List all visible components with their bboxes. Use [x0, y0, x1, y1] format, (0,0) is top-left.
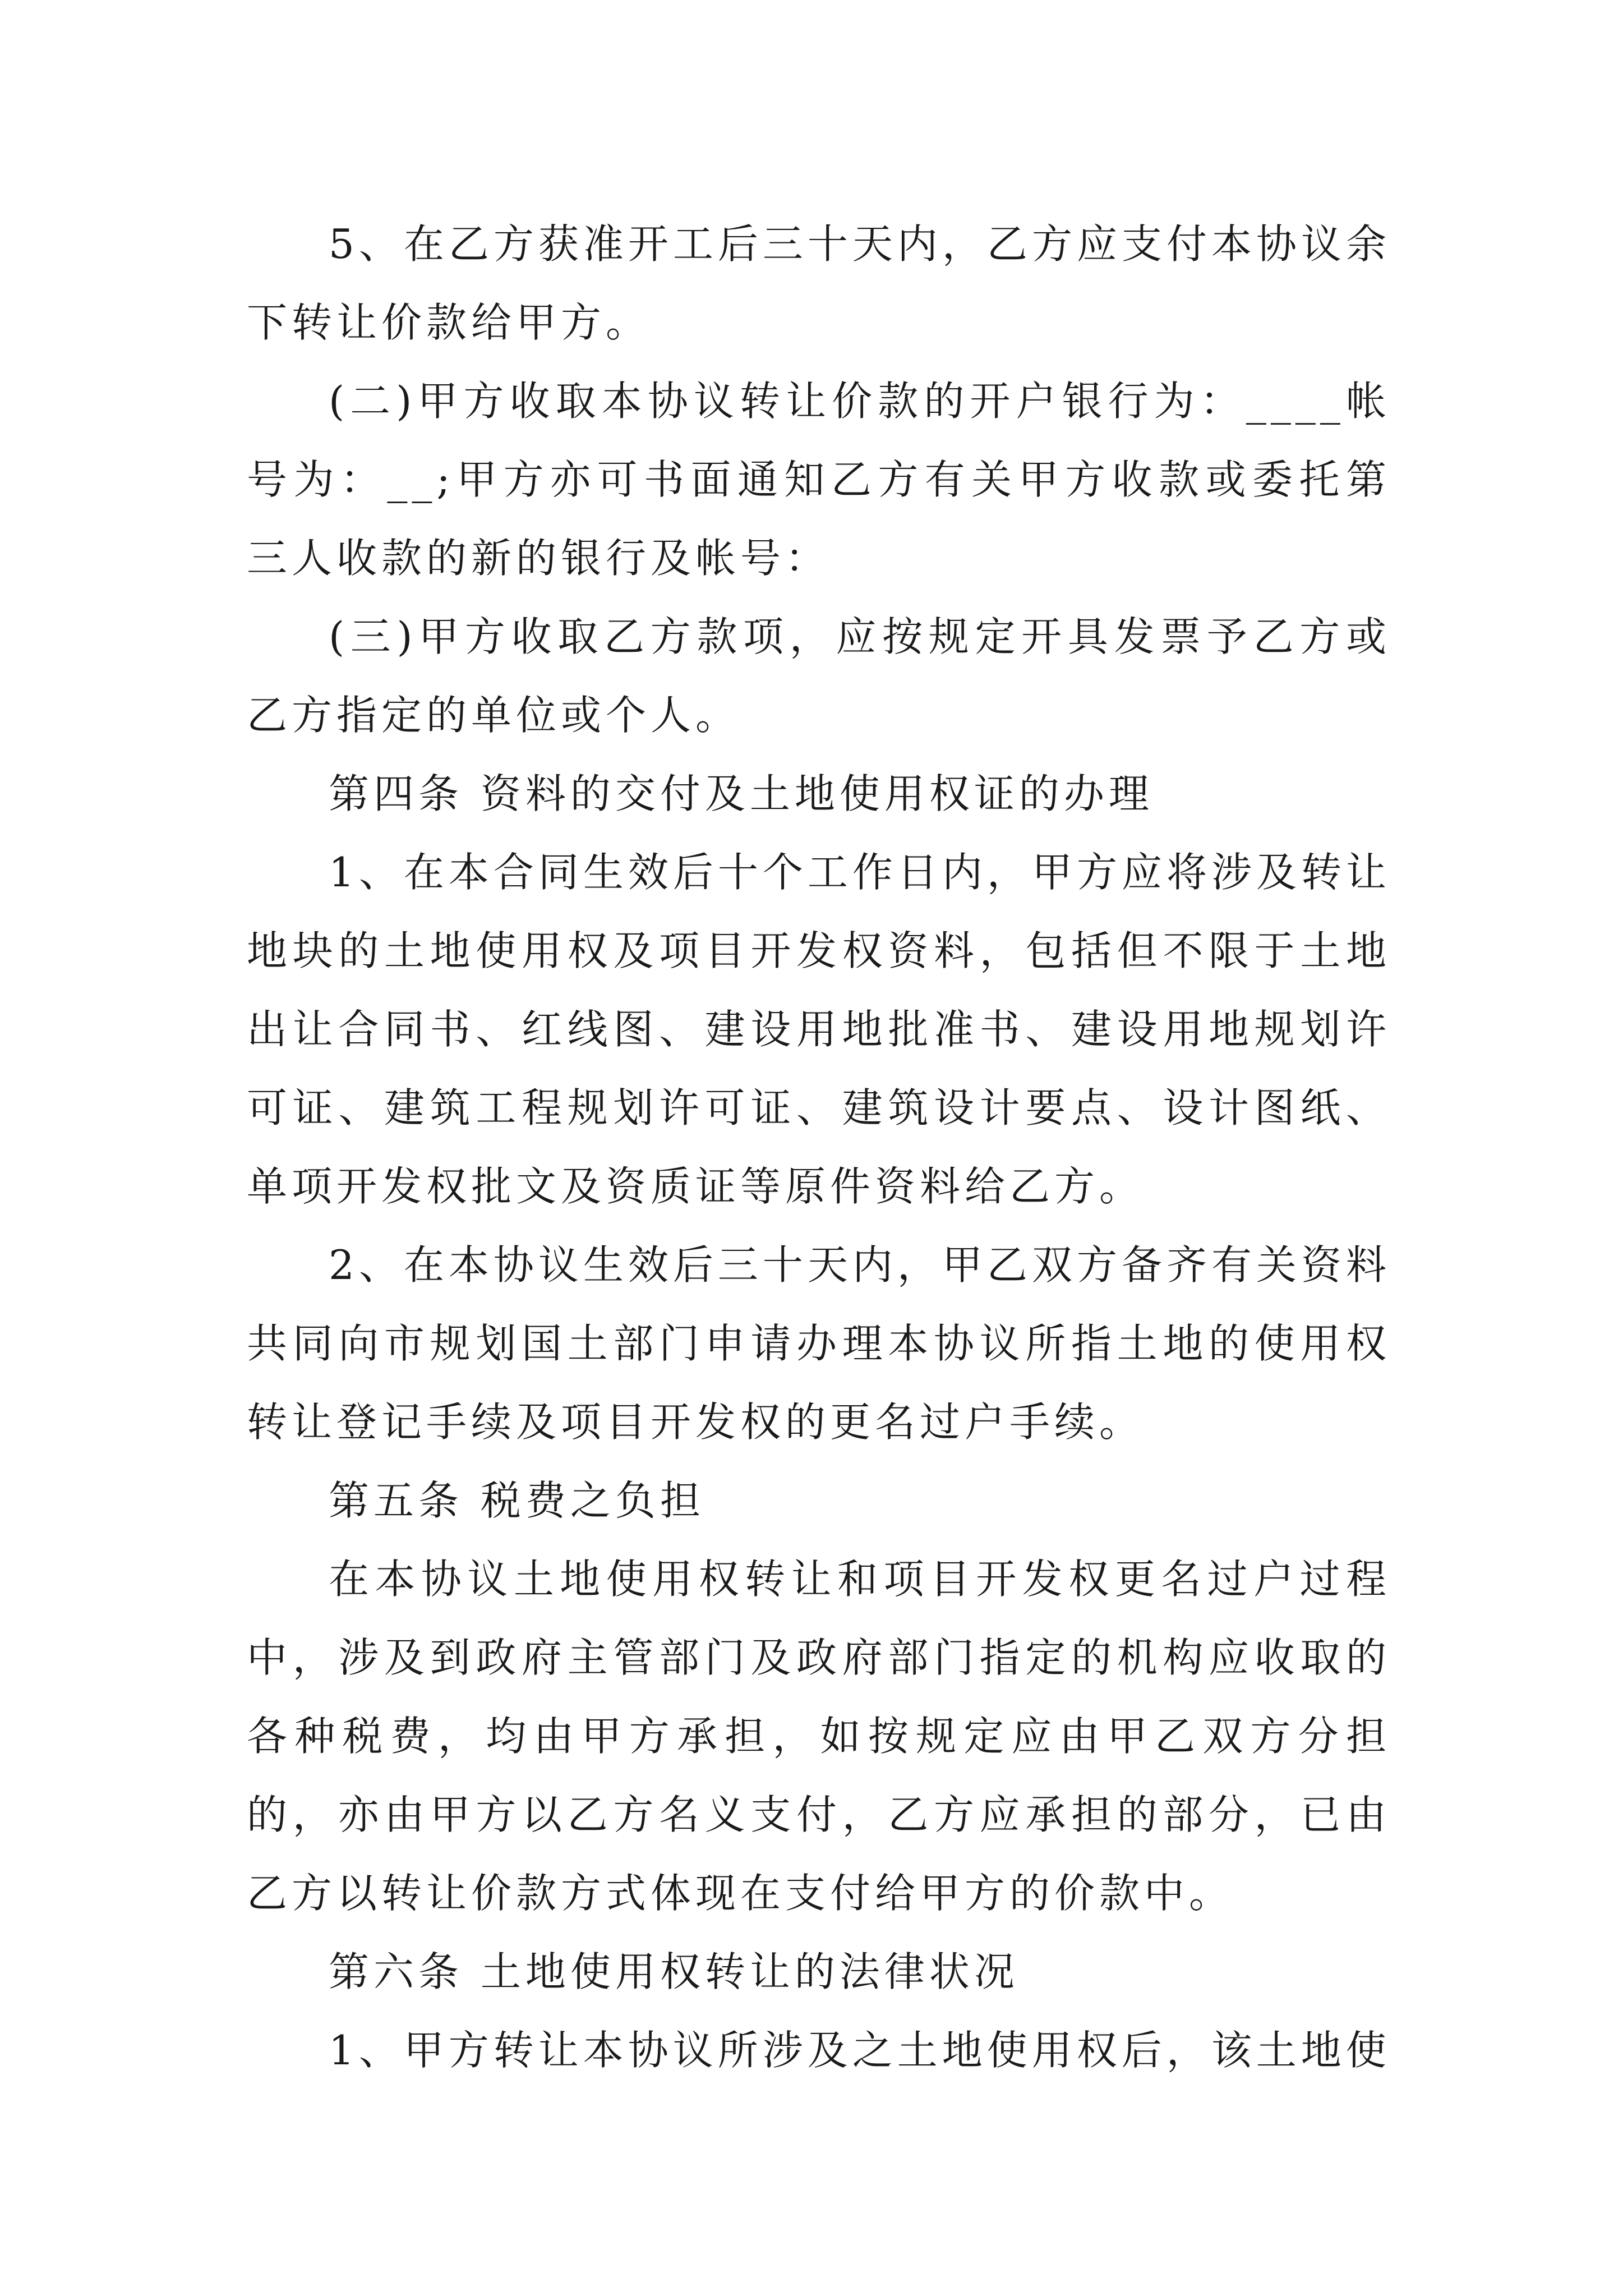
paragraph-payment-5: 5、在乙方获准开工后三十天内，乙方应支付本协议余下转让价款给甲方。 — [247, 220, 1391, 346]
paragraph-article-4-item-1: 1、在本合同生效后十个工作日内，甲方应将涉及转让地块的土地使用权及项目开发权资料，包括但不限于土地出让合同书、红线图、建设用地批准书、建设用地规划许可证、建筑工程规划许可证、建筑设计要点、设计图纸、单项开发权批文及资质证等原件资料给乙方。 — [247, 849, 1391, 1210]
document-body — [247, 205, 1391, 2090]
paragraph-article-6-item-1: 1、甲方转让本协议所涉及之土地使用权后，该土地使 — [329, 2027, 1391, 2074]
section-heading-article-4: 第四条 资料的交付及土地使用权证的办理 — [329, 770, 1154, 817]
paragraph-bank-account: (二)甲方收取本协议转让价款的开户银行为：____帐号为：__;甲方亦可书面通知乙方有关甲方收款或委托第三人收款的新的银行及帐号： — [247, 378, 1391, 582]
paragraph-article-5-body: 在本协议土地使用权转让和项目开发权更名过户过程中，涉及到政府主管部门及政府部门指定的机构应收取的各种税费，均由甲方承担，如按规定应由甲乙双方分担的，亦由甲方以乙方名义支付，乙方应承担的部分，已由乙方以转让价款方式体现在支付给甲方的价款中。 — [247, 1556, 1391, 1917]
paragraph-invoice: (三)甲方收取乙方款项，应按规定开具发票予乙方或乙方指定的单位或个人。 — [247, 613, 1391, 739]
section-heading-article-5: 第五条 税费之负担 — [329, 1477, 705, 1524]
section-heading-article-6: 第六条 土地使用权转让的法律状况 — [329, 1948, 1019, 1995]
paragraph-article-4-item-2: 2、在本协议生效后三十天内，甲乙双方备齐有关资料共同向市规划国土部门申请办理本协议所指土地的使用权转让登记手续及项目开发权的更名过户手续。 — [247, 1241, 1391, 1446]
